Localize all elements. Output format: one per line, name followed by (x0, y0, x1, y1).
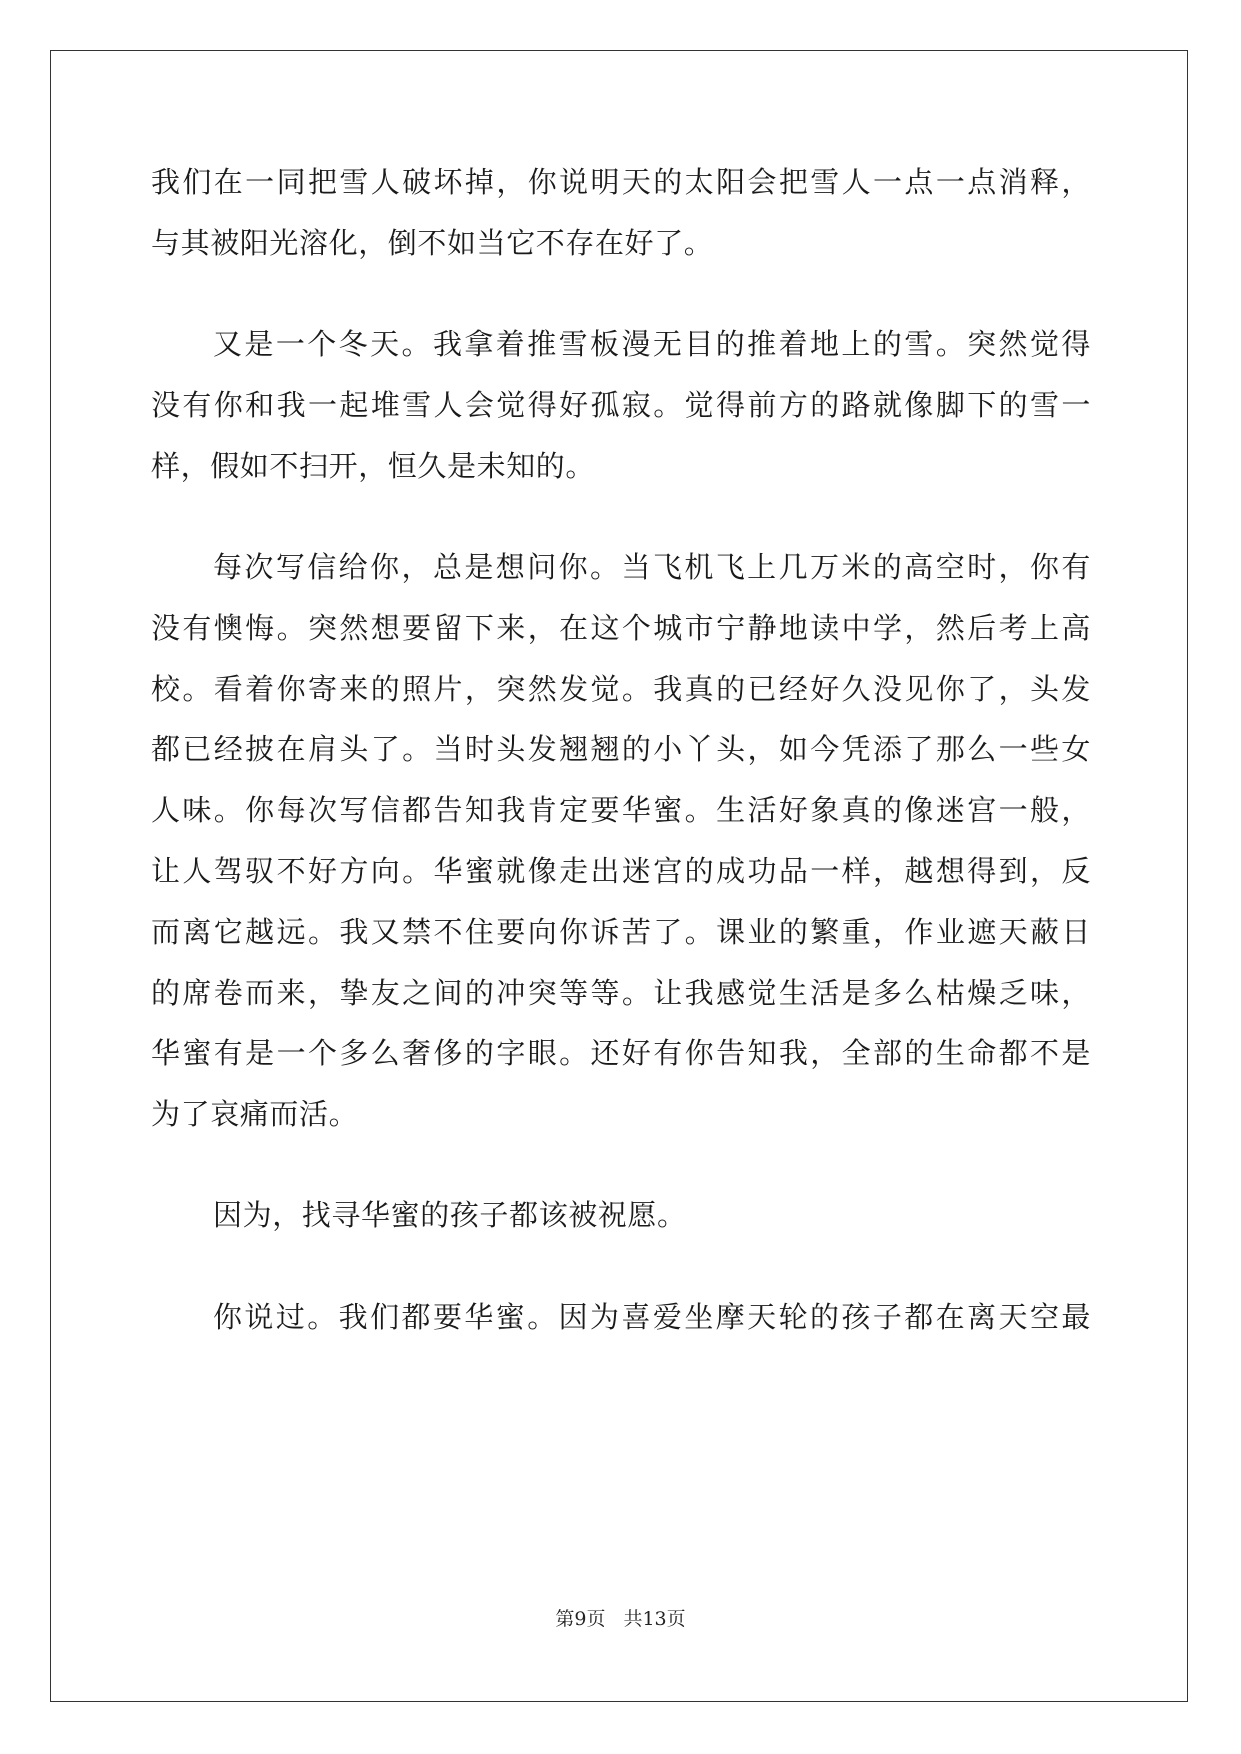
text-line: 样，假如不扫开，恒久是未知的。 (151, 448, 596, 483)
text-line: 而离它越远。我又禁不住要向你诉苦了。课业的繁重，作业遮天蔽日 (151, 914, 1091, 949)
page-number: 第9页 (555, 1608, 606, 1630)
text-line: 又是一个冬天。我拿着推雪板漫无目的推着地上的雪。突然觉得 (213, 327, 1091, 362)
text-line: 与其被阳光溶化，倒不如当它不存在好了。 (151, 225, 714, 260)
text-line: 没有懊悔。突然想要留下来，在这个城市宁静地读中学，然后考上高 (151, 610, 1091, 645)
text-line: 华蜜有是一个多么奢侈的字眼。还好有你告知我，全部的生命都不是 (151, 1036, 1091, 1071)
text-line: 让人驾驭不好方向。华蜜就像走出迷宫的成功品一样，越想得到，反 (151, 853, 1091, 888)
text-line: 校。看着你寄来的照片，突然发觉。我真的已经好久没见你了，头发 (151, 671, 1091, 706)
text-line: 每次写信给你，总是想问你。当飞机飞上几万米的高空时，你有 (213, 549, 1091, 584)
document-body (151, 152, 1091, 1348)
text-line: 我们在一同把雪人破坏掉，你说明天的太阳会把雪人一点一点消释， (151, 165, 1091, 199)
page-footer (0, 1604, 1241, 1631)
text-line: 为了哀痛而活。 (151, 1097, 359, 1132)
text-line: 没有你和我一起堆雪人会觉得好孤寂。觉得前方的路就像脚下的雪一 (151, 387, 1091, 422)
text-line: 的席卷而来，挚友之间的冲突等等。让我感觉生活是多么枯燥乏味， (151, 975, 1091, 1010)
page-total: 共13页 (623, 1608, 686, 1630)
text-line: 人味。你每次写信都告知我肯定要华蜜。生活好象真的像迷宫一般， (151, 793, 1091, 828)
text-line: 因为，找寻华蜜的孩子都该被祝愿。 (213, 1198, 687, 1233)
text-line: 都已经披在肩头了。当时头发翘翘的小丫头，如今凭添了那么一些女 (151, 732, 1091, 767)
text-line: 你说过。我们都要华蜜。因为喜爱坐摩天轮的孩子都在离天空最 (213, 1299, 1091, 1334)
